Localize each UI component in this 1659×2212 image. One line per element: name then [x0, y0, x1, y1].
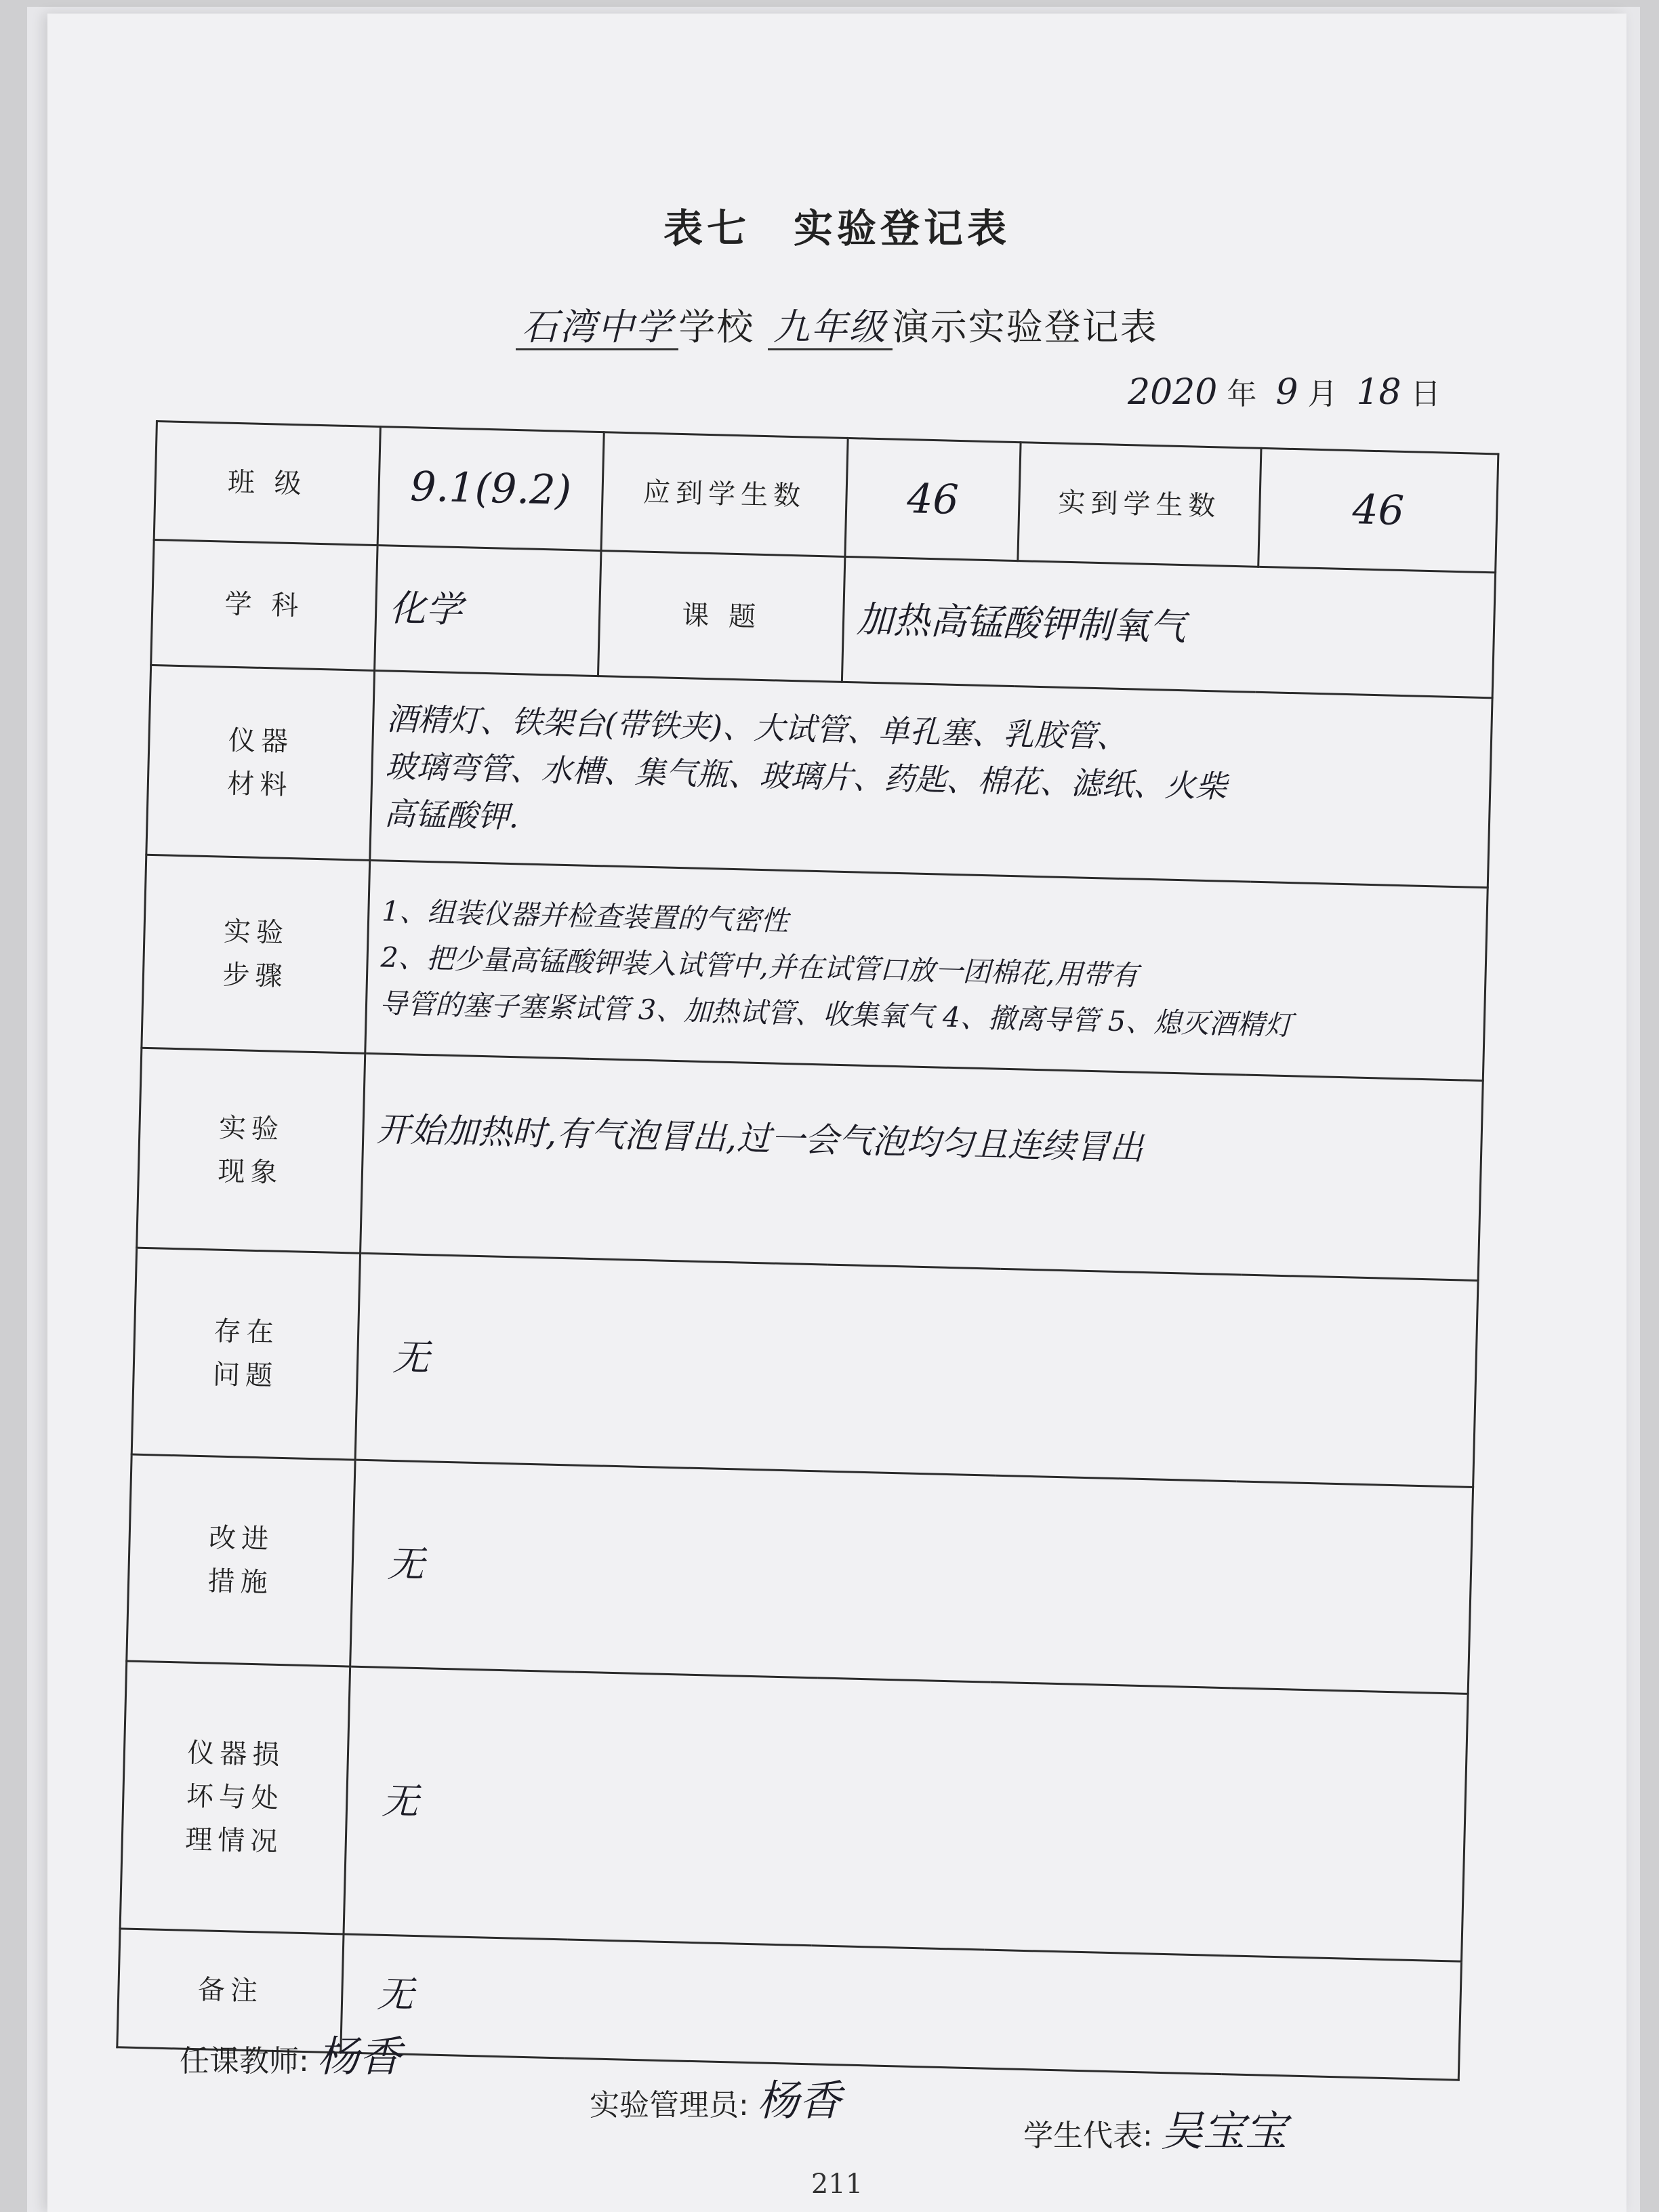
- admin-signature: [590, 2067, 841, 2127]
- month-label: 月: [1307, 377, 1338, 411]
- year-label: 年: [1227, 377, 1257, 411]
- student-label: 学生代表:: [1023, 2118, 1153, 2153]
- school-suffix: 学校: [678, 306, 755, 348]
- teacher-label: 任课教师:: [180, 2044, 309, 2078]
- date-month: 9: [1275, 372, 1298, 413]
- actual-students-value: 46: [1258, 448, 1498, 572]
- phenomenon-value: 开始加热时,有气泡冒出,过一会气泡均匀且连续冒出: [361, 1053, 1483, 1280]
- damage-value: 无: [344, 1666, 1468, 1961]
- row-problems: [131, 1248, 1478, 1487]
- remarks-label: 备注: [117, 1929, 344, 2053]
- admin-label: 实验管理员:: [590, 2088, 749, 2123]
- subtitle-suffix: 演示实验登记表: [892, 306, 1158, 348]
- date-day: 18: [1356, 372, 1401, 413]
- page-number: 211: [811, 2169, 863, 2200]
- row-damage: [120, 1661, 1468, 1961]
- school-name: 石湾中学: [516, 306, 678, 350]
- row-equipment: [146, 665, 1492, 887]
- row-phenomenon: [137, 1048, 1483, 1280]
- form-page: [47, 14, 1626, 2212]
- teacher-signature: [180, 2023, 401, 2083]
- phenomenon-label: 实验 现象: [137, 1048, 365, 1253]
- problems-value: 无: [355, 1253, 1478, 1487]
- date-year: 2020: [1128, 372, 1218, 413]
- damage-label: 仪器损 坏与处 理情况: [120, 1661, 350, 1934]
- page-title: 表七 实验登记表: [663, 205, 1010, 251]
- grade-name: 九年级: [768, 306, 893, 350]
- topic-value: 加热高锰酸钾制氧气: [842, 556, 1495, 697]
- registration-table: [116, 420, 1497, 2079]
- row-improvements: [127, 1454, 1473, 1694]
- expected-students-label: 应到学生数: [601, 432, 848, 557]
- day-label: 日: [1410, 377, 1441, 411]
- teacher-name: 杨香: [316, 2032, 401, 2081]
- expected-students-value: 46: [845, 438, 1021, 560]
- admin-name: 杨香: [756, 2076, 841, 2125]
- student-name: 吴宝宝: [1160, 2106, 1287, 2156]
- equipment-value: 酒精灯、铁架台(带铁夹)、大试管、单孔塞、乳胶管、 玻璃弯管、水槽、集气瓶、玻璃片、药匙、棉花、滤纸、火柴 高锰酸钾.: [370, 670, 1492, 887]
- improvements-value: 无: [350, 1460, 1473, 1694]
- student-signature: [1023, 2097, 1287, 2158]
- problems-label: 存在 问题: [131, 1248, 360, 1460]
- steps-value: 1、组装仪器并检查装置的气密性 2、把少量高锰酸钾装入试管中,并在试管口放一团棉花,用带有 导管的塞子塞紧试管 3、加热试管、收集氧气 4、撤离导管 5、熄灭酒精灯: [365, 860, 1488, 1080]
- remarks-value: 无: [341, 1934, 1462, 2080]
- steps-label: 实验 步骤: [142, 855, 370, 1053]
- row-steps: [142, 855, 1488, 1080]
- form-date: [1118, 369, 1441, 413]
- subject-value: 化学: [375, 546, 601, 676]
- class-label: 班 级: [154, 422, 380, 546]
- subject-label: 学 科: [151, 539, 377, 670]
- improvements-label: 改进 措施: [127, 1454, 355, 1666]
- equipment-label: 仪器 材料: [146, 665, 375, 860]
- actual-students-label: 实到学生数: [1018, 443, 1261, 567]
- topic-label: 课 题: [598, 551, 844, 682]
- form-subtitle: [47, 298, 1626, 350]
- class-value: 9.1(9.2): [377, 427, 604, 551]
